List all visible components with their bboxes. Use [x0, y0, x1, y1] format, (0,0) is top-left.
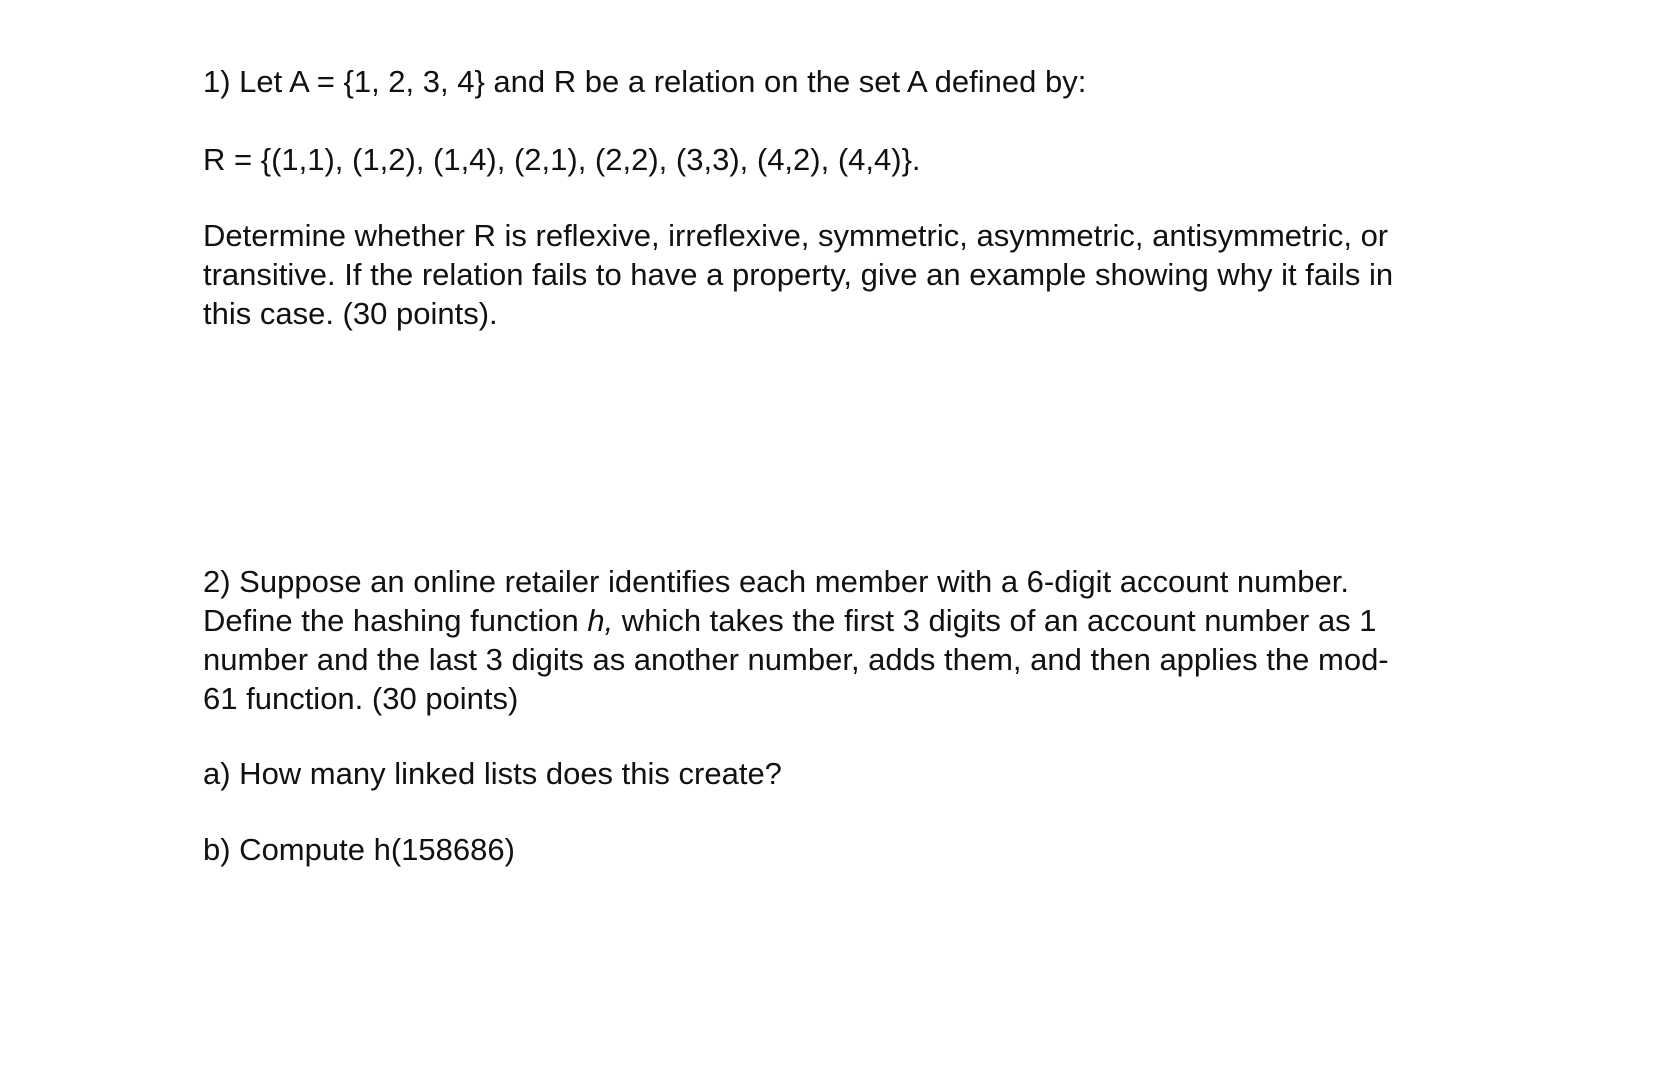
question-2-line-3: number and the last 3 digits as another number, adds them, and then applies the mod-: [203, 642, 1389, 677]
question-1-intro-text: 1) Let A = {1, 2, 3, 4} and R be a relation on the set A defined by:: [203, 64, 1087, 99]
question-2-line-2-before: Define the hashing function: [203, 603, 588, 638]
question-2-part-a: [203, 754, 782, 793]
hash-function-variable: h,: [587, 603, 614, 638]
question-2-prompt: [203, 562, 1389, 718]
instructions-line-2: transitive. If the relation fails to have a property, give an example showing why it fails in: [203, 257, 1394, 292]
question-2-line-2-after: which takes the first 3 digits of an account number as 1: [613, 603, 1377, 638]
relation-definition: [203, 140, 921, 179]
question-2-line-2: [203, 601, 1389, 640]
question-1-intro: [203, 62, 1086, 101]
question-2-line-4: 61 function. (30 points): [203, 681, 519, 716]
question-2-part-b: [203, 830, 515, 869]
instructions-line-3: this case. (30 points).: [203, 296, 498, 331]
instructions-line-1: Determine whether R is reflexive, irreflexive, symmetric, asymmetric, antisymmetric, or: [203, 218, 1389, 253]
part-b-text: b) Compute h(158686): [203, 832, 515, 867]
relation-set-text: R = {(1,1), (1,2), (1,4), (2,1), (2,2), (3,3), (4,2), (4,4)}.: [203, 142, 921, 177]
question-1-instructions: [203, 216, 1393, 333]
part-a-text: a) How many linked lists does this create?: [203, 756, 782, 791]
question-2-line-1: 2) Suppose an online retailer identifies each member with a 6-digit account number.: [203, 564, 1349, 599]
